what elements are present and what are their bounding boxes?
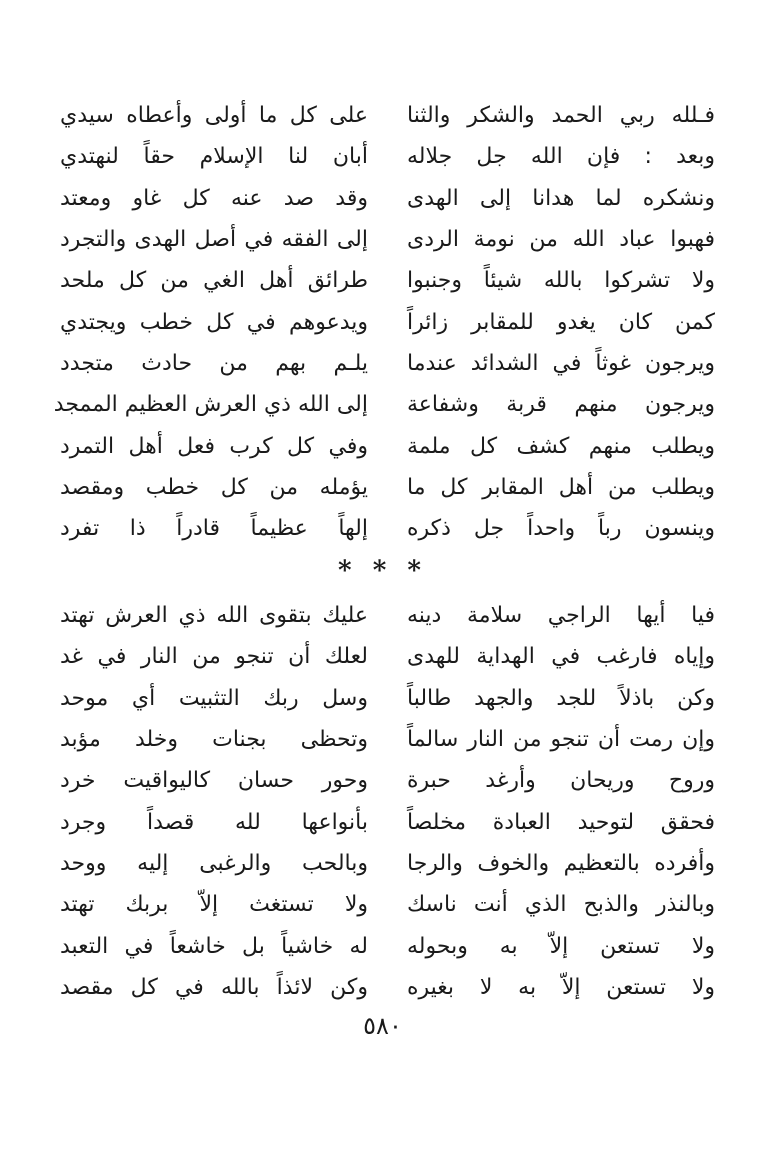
verse-line (60, 467, 715, 508)
verse-second-hemistich: وسل ربك التثبيت أي موحد (60, 685, 368, 711)
verse-second-hemistich: وفي كل كرب فعل أهل التمرد (60, 433, 368, 459)
verse-line (60, 95, 715, 136)
verse-first-hemistich: فـلله ربي الحمد والشكر والثنا (407, 103, 715, 129)
verse-second-hemistich: عليك بتقوى الله ذي العرش تهتد (60, 603, 368, 629)
verse-second-hemistich: طرائق أهل الغي من كل ملحد (60, 268, 368, 294)
verse-line (60, 301, 715, 342)
verse-second-hemistich: وكن لائذاً بالله في كل مقصد (60, 974, 368, 1000)
verse-second-hemistich: وحور حسان كاليواقيت خرد (60, 768, 368, 794)
verse-first-hemistich: وبالنذر والذبح الذي أنت ناسك (407, 892, 715, 918)
verse-line (60, 843, 715, 884)
verse-second-hemistich: ولا تستغث إلاّ بربك تهتد (60, 892, 368, 918)
verse-first-hemistich: فيا أيها الراجي سلامة دينه (407, 603, 715, 629)
verse-line (60, 343, 715, 384)
verse-first-hemistich: ولا تستعن إلاّ به وبحوله (407, 933, 715, 959)
verse-first-hemistich: كمن كان يغدو للمقابر زائراً (407, 309, 715, 335)
verse-first-hemistich: ويرجون غوثاً في الشدائد عندما (407, 350, 715, 376)
verse-second-hemistich: إلى الفقه في أصل الهدى والتجرد (60, 227, 368, 253)
verse-second-hemistich: إلهاً عظيماً قادراً ذا تفرد (60, 516, 368, 542)
verse-first-hemistich: فهبوا عباد الله من نومة الردى (407, 227, 715, 253)
verse-line (60, 760, 715, 801)
verse-line (60, 719, 715, 760)
verse-first-hemistich: فحقق لتوحيد العبادة مخلصاً (407, 809, 715, 835)
page-number: ٥٨٠ (363, 1012, 402, 1040)
verse-second-hemistich: أبان لنا الإسلام حقاً لنهتدي (60, 144, 368, 170)
verse-first-hemistich: ونشكره لما هدانا إلى الهدى (407, 185, 715, 211)
verse-second-hemistich: وبالحب والرغبى إليه ووحد (60, 850, 368, 876)
verse-line (60, 136, 715, 177)
verse-second-hemistich: لعلك أن تنجو من النار في غد (60, 644, 368, 670)
section-separator: * * * (338, 556, 427, 586)
verse-second-hemistich: إلى الله ذي العرش العظيم الممجد (53, 392, 368, 418)
verse-line (60, 884, 715, 925)
verse-line (60, 508, 715, 549)
verse-first-hemistich: وأفرده بالتعظيم والخوف والرجا (407, 850, 715, 876)
verse-line (60, 801, 715, 842)
verse-first-hemistich: ولا تستعن إلاّ به لا بغيره (407, 974, 715, 1000)
verse-line (60, 967, 715, 1008)
verse-second-hemistich: ويدعوهم في كل خطب ويجتدي (60, 309, 368, 335)
verse-line (60, 925, 715, 966)
verse-line (60, 678, 715, 719)
verse-first-hemistich: وروح وريحان وأرغد حبرة (407, 768, 715, 794)
poem-stanza-2 (60, 595, 715, 1008)
verse-first-hemistich: ويرجون منهم قربة وشفاعة (407, 392, 715, 418)
verse-first-hemistich: ولا تشركوا بالله شيئاً وجنبوا (407, 268, 715, 294)
verse-second-hemistich: وتحظى بجنات وخلد مؤبد (60, 727, 368, 753)
verse-first-hemistich: وإياه فارغب في الهداية للهدى (407, 644, 715, 670)
verse-first-hemistich: وبعد : فإن الله جل جلاله (407, 144, 715, 170)
verse-line (60, 260, 715, 301)
verse-line (60, 425, 715, 466)
verse-line (60, 219, 715, 260)
verse-second-hemistich: على كل ما أولى وأعطاه سيدي (60, 103, 368, 129)
verse-first-hemistich: وكن باذلاً للجد والجهد طالباً (407, 685, 715, 711)
verse-first-hemistich: وإن رمت أن تنجو من النار سالماً (407, 727, 715, 753)
verse-first-hemistich: وينسون رباً واحداً جل ذكره (407, 516, 715, 542)
verse-line (60, 595, 715, 636)
verse-second-hemistich: وقد صد عنه كل غاو ومعتد (60, 185, 368, 211)
verse-line (60, 636, 715, 677)
poem-stanza-1 (53, 95, 715, 549)
verse-second-hemistich: يلـم بهم من حادث متجدد (60, 350, 368, 376)
verse-line (53, 384, 715, 425)
verse-second-hemistich: بأنواعها لله قصداً وجرد (60, 809, 368, 835)
verse-first-hemistich: ويطلب منهم كشف كل ملمة (407, 433, 715, 459)
verse-second-hemistich: له خاشياً بل خاشعاً في التعبد (60, 933, 368, 959)
verse-line (60, 178, 715, 219)
verse-second-hemistich: يؤمله من كل خطب ومقصد (60, 474, 368, 500)
verse-first-hemistich: ويطلب من أهل المقابر كل ما (407, 474, 715, 500)
